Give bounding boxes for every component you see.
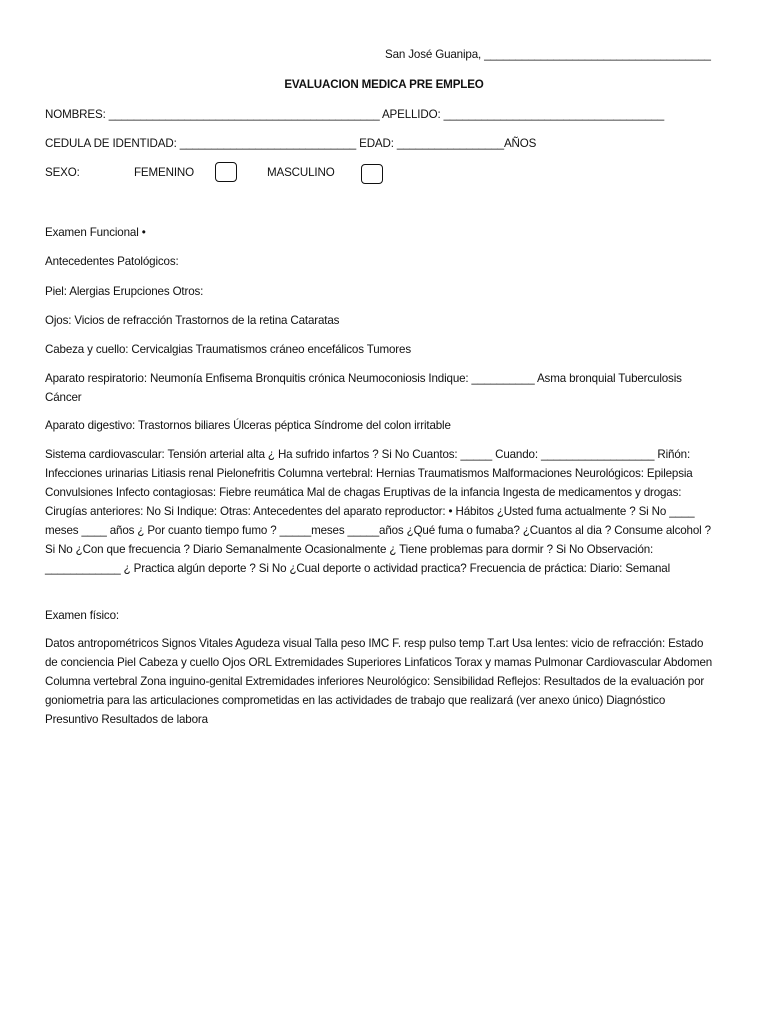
- name-surname-line: NOMBRES: ___________________________________________ APELLIDO: ___________________________________: [45, 108, 665, 121]
- form-title: EVALUACION MEDICA PRE EMPLEO: [284, 78, 484, 91]
- skin-line: Piel: Alergias Erupciones Otros:: [45, 285, 204, 298]
- functional-exam-heading: Examen Funcional •: [45, 226, 146, 239]
- eyes-line: Ojos: Vicios de refracción Trastornos de la retina Cataratas: [45, 314, 340, 327]
- sex-label: SEXO:: [45, 166, 80, 179]
- head-neck-line: Cabeza y cuello: Cervicalgias Traumatismos cráneo encefálicos Tumores: [45, 343, 411, 356]
- pathological-history-heading: Antecedentes Patológicos:: [45, 255, 179, 268]
- respiratory-paragraph: Aparato respiratorio: Neumonía Enfisema Bronquitis crónica Neumoconiosis Indique: __________ Asma bronquial Tuberculosis Cáncer: [45, 372, 682, 404]
- male-checkbox[interactable]: [361, 164, 383, 184]
- female-label: FEMENINO: [134, 166, 194, 179]
- cardiovascular-paragraph: Sistema cardiovascular: Tensión arterial alta ¿ Ha sufrido infartos ? Si No Cuantos: _____ Cuando: __________________ Riñón: Infecciones urinarias Litiasis renal Pielonefritis Columna vertebral: Hernias Traumatismos Malformaciones Neurológicos: Epilepsia Convulsiones Infecto contagiosas: Fiebre reumática Mal de chagas Eruptivas de la infancia Ingesta de medicamentos y drogas: Cirugías anteriores: No Si Indique: Otras: Antecedentes del aparato reproductor: • Hábitos ¿Usted fuma actualmente ? Si No ____ meses ____ años ¿ Por cuanto tiempo fumo ? _____meses _____años ¿Qué fuma o fumaba? ¿Cuantos al dia ? Consume alcohol ? Si No ¿Con que frecuencia ? Diario Semanalmente Ocasionalmente ¿ Tiene problemas para dormir ? Si No Observación: ____________ ¿ Practica algún deporte ? Si No ¿Cual deporte o actividad practica? Frecuencia de práctica: Diario: Semanal: [45, 448, 711, 575]
- physical-exam-heading: Examen físico:: [45, 609, 119, 622]
- digestive-line: Aparato digestivo: Trastornos biliares Úlceras péptica Síndrome del colon irritable: [45, 419, 451, 432]
- place-date-line: San José Guanipa, ____________________________________: [385, 48, 711, 61]
- female-checkbox[interactable]: [215, 162, 237, 182]
- physical-exam-paragraph: Datos antropométricos Signos Vitales Agudeza visual Talla peso IMC F. resp pulso temp T.art Usa lentes: vicio de refracción: Estado de conciencia Piel Cabeza y cuello Ojos ORL Extremidades Superiores Linfaticos Torax y mamas Pulmonar Cardiovascular Abdomen Columna vertebral Zona inguino-genital Extremidades inferiores Neurológico: Sensibilidad Reflejos: Resultados de la evaluación por goniometria para las articulaciones comprometidas en las actividades de trabajo que realizará (ver anexo único) Diagnóstico Presuntivo Resultados de labora: [45, 637, 713, 726]
- id-age-line: CEDULA DE IDENTIDAD: ____________________________ EDAD: _________________AÑOS: [45, 137, 537, 150]
- male-label: MASCULINO: [267, 166, 335, 179]
